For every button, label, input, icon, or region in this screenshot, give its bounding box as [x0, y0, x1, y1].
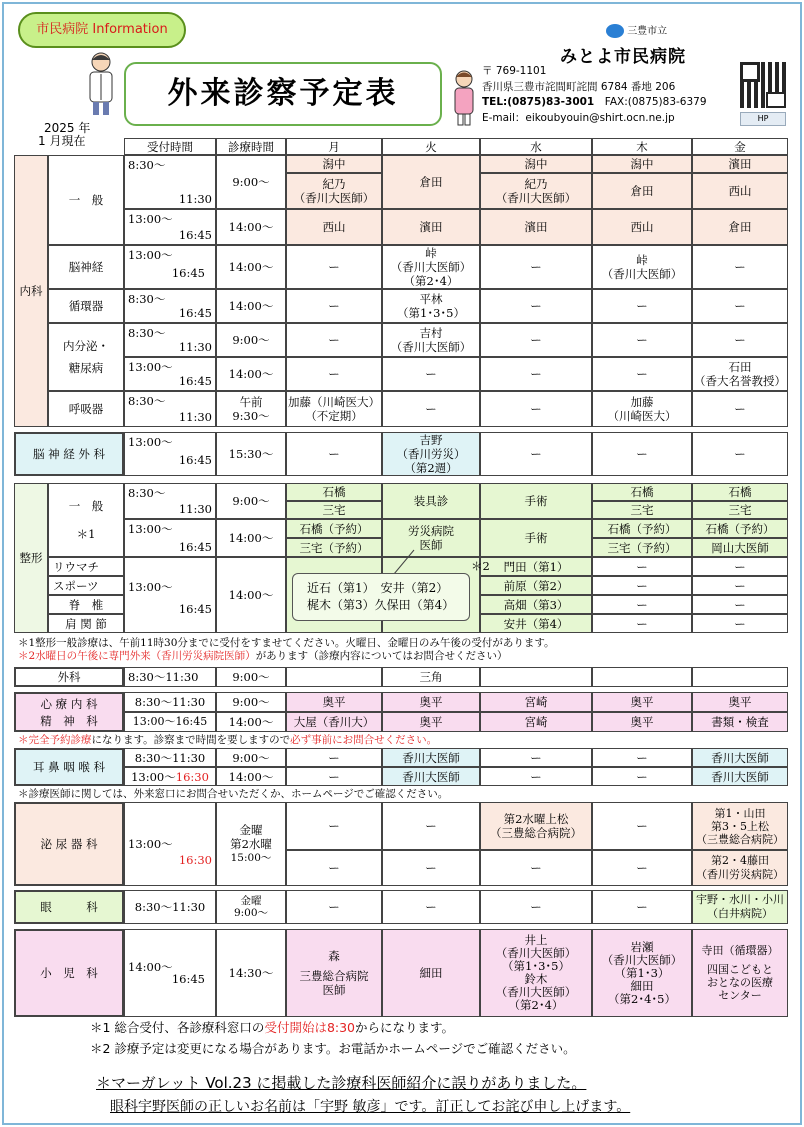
hours-cell: 9:00～ — [216, 692, 286, 712]
dash-cell: ー — [592, 576, 692, 595]
ortho-note-1: ＊1整形一般診療は、午前11時30分までに受付をすませてください。火曜日、金曜日のみ午後の受付があります。 — [18, 637, 555, 649]
dash-cell: ー — [592, 614, 692, 633]
sub-shoulder: 肩 関 節 — [48, 614, 124, 633]
dash-cell: ー — [480, 748, 592, 767]
hours-cell: 14:30～ — [216, 929, 286, 1017]
correction-line-2: 眼科宇野医師の正しいお名前は「宇野 敏彦」です。訂正してお詫び申し上げます。 — [110, 1099, 631, 1115]
hours-cell: 14:00～ — [216, 557, 286, 633]
doctor-cell: 西山 — [692, 173, 788, 209]
dash-cell: ー — [286, 890, 382, 924]
dept-ent: 耳 鼻 咽 喉 科 — [14, 748, 124, 786]
doctor-cell: 石橋（予約） — [286, 519, 382, 538]
hours-cell: 9:00～ — [216, 483, 286, 519]
dash-cell: ー — [480, 245, 592, 289]
sub-general: 一 般 ＊1 — [48, 483, 124, 557]
specialty-callout: 近石（第1） 安井（第2） 梶木（第3）久保田（第4） — [292, 573, 470, 621]
dash-cell: ー — [592, 890, 692, 924]
dash-cell: ー — [592, 357, 692, 391]
dash-cell: ー — [692, 432, 788, 476]
reception-cell: 8:30～ 11:30 — [124, 483, 216, 519]
dash-cell: ー — [692, 557, 788, 576]
sub-endocrine: 内分泌・ 糖尿病 — [48, 323, 124, 391]
doctor-cell: 香川大医師 — [382, 767, 480, 786]
doctor-cell: 三宅 — [592, 501, 692, 519]
doctor-cell: 書類・検査 — [692, 712, 788, 732]
dash-cell: ー — [692, 391, 788, 427]
dept-orthopedics: 整形 — [14, 483, 48, 633]
reception-cell: 13:00～ 16:45 — [124, 557, 216, 633]
qr-code-icon[interactable] — [740, 62, 786, 108]
dash-cell: ー — [382, 802, 480, 850]
reception-cell: 8:30～ 11:30 — [124, 323, 216, 357]
sub-respiratory: 呼吸器 — [48, 391, 124, 427]
doctor-cell: 三角 — [382, 667, 480, 687]
doctor-cell: 紀乃 （香川大医師） — [286, 173, 382, 209]
doctor-cell: 石橋（予約） — [692, 519, 788, 538]
col-hours: 診療時間 — [216, 138, 286, 155]
sub-rheumatology: リウマチ — [48, 557, 124, 576]
correction-line-1: ＊マーガレット Vol.23 に掲載した診療科医師紹介に誤りがありました。 — [96, 1074, 587, 1092]
hours-cell: 9:00～ — [216, 155, 286, 209]
dash-cell: ー — [480, 850, 592, 886]
doctor-cell: 倉田 — [382, 155, 480, 209]
hours-cell: 14:00～ — [216, 357, 286, 391]
doctor-cell: 高畑（第3） — [480, 595, 592, 614]
dash-cell: ー — [592, 767, 692, 786]
info-badge: 市民病院 Information — [18, 12, 186, 48]
footer-note-1: ＊1 総合受付、各診療科窓口の受付開始は8:30からになります。 — [90, 1020, 455, 1035]
dept-neurosurgery: 脳 神 経 外 科 — [14, 432, 124, 476]
dash-cell: ー — [382, 890, 480, 924]
dash-cell: ー — [480, 357, 592, 391]
as-of-date: 2025 年 1 月現在 — [38, 121, 91, 148]
hp-label[interactable]: HP — [740, 112, 786, 126]
dash-cell: ー — [592, 432, 692, 476]
reception-cell: 8:30～11:30 — [124, 667, 216, 687]
dash-cell: ー — [592, 802, 692, 850]
doctor-cell: 奥平 — [286, 692, 382, 712]
doctor-cell: 井上 （香川大医師） （第1･3･5） 鈴木 （香川大医師） （第2･4） — [480, 929, 592, 1017]
dept-ophthalmology: 眼 科 — [14, 890, 124, 924]
doctor-cell: 西山 — [592, 209, 692, 245]
city-label: 三豊市立 — [606, 22, 726, 40]
hours-cell: 9:00～ — [216, 748, 286, 767]
address: 香川県三豊市詫間町詫間 6784 番地 206 — [482, 80, 676, 93]
doctor-cell: 吉野 （香川労災） （第2週） — [382, 432, 480, 476]
doctor-cell: 石橋 — [592, 483, 692, 501]
dash-cell: ー — [592, 289, 692, 323]
reception-cell: 8:30～ 16:45 — [124, 289, 216, 323]
dash-cell: ー — [480, 767, 592, 786]
doctor-cell: 三宅（予約） — [592, 538, 692, 557]
doctor-cell: ＊2 門田（第1） — [480, 557, 592, 576]
dash-cell: ー — [286, 289, 382, 323]
dash-cell: ー — [286, 802, 382, 850]
dash-cell: ー — [692, 595, 788, 614]
doctor-cell: 倉田 — [692, 209, 788, 245]
hours-cell: 14:00～ — [216, 209, 286, 245]
reception-cell: 13:00～16:45 — [124, 712, 216, 732]
doctor-cell: 森 三豊総合病院 医師 — [286, 929, 382, 1017]
page-title: 外来診察予定表 — [124, 62, 442, 126]
empty-cell — [692, 667, 788, 687]
dash-cell: ー — [692, 289, 788, 323]
doctor-cell: 奥平 — [382, 692, 480, 712]
postal-code: 〒 769-1101 — [482, 65, 547, 77]
phone-fax: TEL:(0875)83-3001 FAX:(0875)83-6379 — [482, 96, 707, 108]
dept-surgery: 外科 — [14, 667, 124, 687]
doctor-cell: 峠 （香川大医師） （第2･4） — [382, 245, 480, 289]
dash-cell: ー — [480, 391, 592, 427]
doctor-cell: 潟中 — [480, 155, 592, 173]
dept-pediatrics: 小 児 科 — [14, 929, 124, 1017]
doctor-cell: 紀乃 （香川大医師） — [480, 173, 592, 209]
col-reception: 受付時間 — [124, 138, 216, 155]
dash-cell: ー — [480, 323, 592, 357]
doctor-cell: 装具診 — [382, 483, 480, 519]
hours-cell: 15:30～ — [216, 432, 286, 476]
doctor-cell: 三宅 — [286, 501, 382, 519]
doctor-cell: 労災病院 医師 — [382, 519, 480, 557]
doctor-cell: 大屋（香川大） — [286, 712, 382, 732]
doctor-cell: 第1・山田 第3・5上松 （三豊総合病院） — [692, 802, 788, 850]
doctor-cell: 奥平 — [592, 692, 692, 712]
doctor-cell: 奥平 — [692, 692, 788, 712]
doctor-cell: 倉田 — [592, 173, 692, 209]
ortho-note-2: ＊2水曜日の午後に専門外来（香川労災病院医師）があります（診療内容についてはお問合せください） — [18, 650, 508, 662]
dash-cell: ー — [592, 557, 692, 576]
reception-cell: 14:00～ 16:45 — [124, 929, 216, 1017]
doctor-cell: 宮崎 — [480, 712, 592, 732]
doctor-cell: 濱田 — [692, 155, 788, 173]
dash-cell: ー — [692, 245, 788, 289]
sub-sports: スポーツ — [48, 576, 124, 595]
dash-cell: ー — [592, 850, 692, 886]
dash-cell: ー — [286, 357, 382, 391]
doctor-cell: 寺田（循環器） 四国こどもと おとなの医療 センター — [692, 929, 788, 1017]
doctor-cell: 細田 — [382, 929, 480, 1017]
doctor-cell: 第2水曜上松 （三豊総合病院） — [480, 802, 592, 850]
doctor-cell: 香川大医師 — [692, 748, 788, 767]
doctor-cell: 加藤 （川崎医大） — [592, 391, 692, 427]
doctor-cell: 手術 — [480, 519, 592, 557]
psy-note: ＊完全予約診療になります。診察まで時間を要しますので必ず事前にお問合せください。 — [18, 734, 438, 746]
dash-cell: ー — [692, 323, 788, 357]
doctor-cell: 宇野・水川・小川 （白井病院） — [692, 890, 788, 924]
doctor-cell: 第2・4藤田 （香川労災病院） — [692, 850, 788, 886]
doctor-cell: 加藤（川崎医大） （不定期） — [286, 391, 382, 427]
dash-cell: ー — [286, 323, 382, 357]
dash-cell: ー — [692, 614, 788, 633]
reception-cell: 8:30～11:30 — [124, 890, 216, 924]
dash-cell: ー — [286, 767, 382, 786]
email-link[interactable]: E-mail：eikoubyouin@shirt.ocn.ne.jp — [482, 111, 675, 124]
hours-cell: 14:00～ — [216, 767, 286, 786]
reception-cell: 13:00～ 16:45 — [124, 432, 216, 476]
doctor-cell: 宮崎 — [480, 692, 592, 712]
doctor-cell: 石橋 — [286, 483, 382, 501]
col-wed: 水 — [480, 138, 592, 155]
sub-general: 一 般 — [48, 155, 124, 245]
doctor-note: ＊診療医師に関しては、外来窓口にお問合せいただくか、ホームページでご確認ください。 — [18, 788, 449, 800]
nurse-illustration-icon — [450, 68, 478, 126]
col-fri: 金 — [692, 138, 788, 155]
reception-cell: 13:00～ 16:30 — [124, 802, 216, 886]
hospital-name: みとよ市民病院 — [560, 47, 686, 67]
empty-cell — [592, 667, 692, 687]
dash-cell: ー — [286, 748, 382, 767]
dash-cell: ー — [382, 391, 480, 427]
hours-cell: 金曜 第2水曜 15:00～ — [216, 802, 286, 886]
doctor-cell: 石橋 — [692, 483, 788, 501]
dash-cell: ー — [286, 432, 382, 476]
doctor-cell: 前原（第2） — [480, 576, 592, 595]
empty-cell — [286, 667, 382, 687]
doctor-cell: 香川大医師 — [382, 748, 480, 767]
doctor-cell: 潟中 — [286, 155, 382, 173]
dept-urology: 泌 尿 器 科 — [14, 802, 124, 886]
reception-cell: 13:00～ 16:45 — [124, 245, 216, 289]
dash-cell: ー — [286, 850, 382, 886]
doctor-cell: 三宅（予約） — [286, 538, 382, 557]
reception-cell: 8:30～11:30 — [124, 748, 216, 767]
empty-cell — [480, 667, 592, 687]
hours-cell: 14:00～ — [216, 519, 286, 557]
hours-cell: 金曜 9:00～ — [216, 890, 286, 924]
doctor-cell: 安井（第4） — [480, 614, 592, 633]
reception-cell: 13:00～ 16:45 — [124, 357, 216, 391]
doctor-cell: 石橋（予約） — [592, 519, 692, 538]
dash-cell: ー — [480, 890, 592, 924]
doctor-cell: 吉村 （香川大医師） — [382, 323, 480, 357]
doctor-cell: 岩瀬 （香川大医師） （第1･3） 細田 （第2･4･5） — [592, 929, 692, 1017]
hours-cell: 14:00～ — [216, 289, 286, 323]
dash-cell: ー — [592, 323, 692, 357]
dash-cell: ー — [480, 432, 592, 476]
dash-cell: ー — [382, 850, 480, 886]
doctor-cell: 奥平 — [592, 712, 692, 732]
sub-neuro: 脳神経 — [48, 245, 124, 289]
hours-cell: 14:00～ — [216, 712, 286, 732]
dash-cell: ー — [480, 289, 592, 323]
doctor-cell: 峠 （香川大医師） — [592, 245, 692, 289]
reception-cell: 13:00～ 16:45 — [124, 209, 216, 245]
dash-cell: ー — [286, 245, 382, 289]
dept-internal: 内科 — [14, 155, 48, 427]
dash-cell: ー — [592, 595, 692, 614]
doctor-cell: 手術 — [480, 483, 592, 519]
doctor-cell: 奥平 — [382, 712, 480, 732]
sub-spine: 脊 椎 — [48, 595, 124, 614]
reception-cell: 13:00～ 16:30 — [124, 767, 216, 786]
hours-cell: 14:00～ — [216, 245, 286, 289]
hours-cell: 午前 9:30～ — [216, 391, 286, 427]
dash-cell: ー — [382, 357, 480, 391]
dash-cell: ー — [592, 748, 692, 767]
doctor-cell: 平林 （第1･3･5） — [382, 289, 480, 323]
doctor-illustration-icon — [84, 50, 118, 116]
dash-cell: ー — [692, 576, 788, 595]
doctor-cell: 濱田 — [480, 209, 592, 245]
hours-cell: 9:00～ — [216, 323, 286, 357]
reception-cell: 8:30～ 11:30 — [124, 391, 216, 427]
doctor-cell: 西山 — [286, 209, 382, 245]
doctor-cell: 潟中 — [592, 155, 692, 173]
doctor-cell: 三宅 — [692, 501, 788, 519]
doctor-cell: 石田 （香大名誉教授） — [692, 357, 788, 391]
contact-block — [482, 64, 738, 126]
city-logo-icon — [606, 24, 624, 38]
doctor-cell: 濱田 — [382, 209, 480, 245]
col-thu: 木 — [592, 138, 692, 155]
callout-pointer — [380, 548, 420, 576]
col-mon: 月 — [286, 138, 382, 155]
doctor-cell: 香川大医師 — [692, 767, 788, 786]
reception-cell: 8:30～ 11:30 — [124, 155, 216, 209]
reception-cell: 8:30～11:30 — [124, 692, 216, 712]
col-tue: 火 — [382, 138, 480, 155]
hours-cell: 9:00～ — [216, 667, 286, 687]
doctor-cell: 岡山大医師 — [692, 538, 788, 557]
footer-note-2: ＊2 診療予定は変更になる場合があります。お電話かホームページでご確認ください。 — [90, 1041, 576, 1056]
sub-circulatory: 循環器 — [48, 289, 124, 323]
dept-psychosomatic: 心 療 内 科 精 神 科 — [14, 692, 124, 732]
reception-cell: 13:00～ 16:45 — [124, 519, 216, 557]
